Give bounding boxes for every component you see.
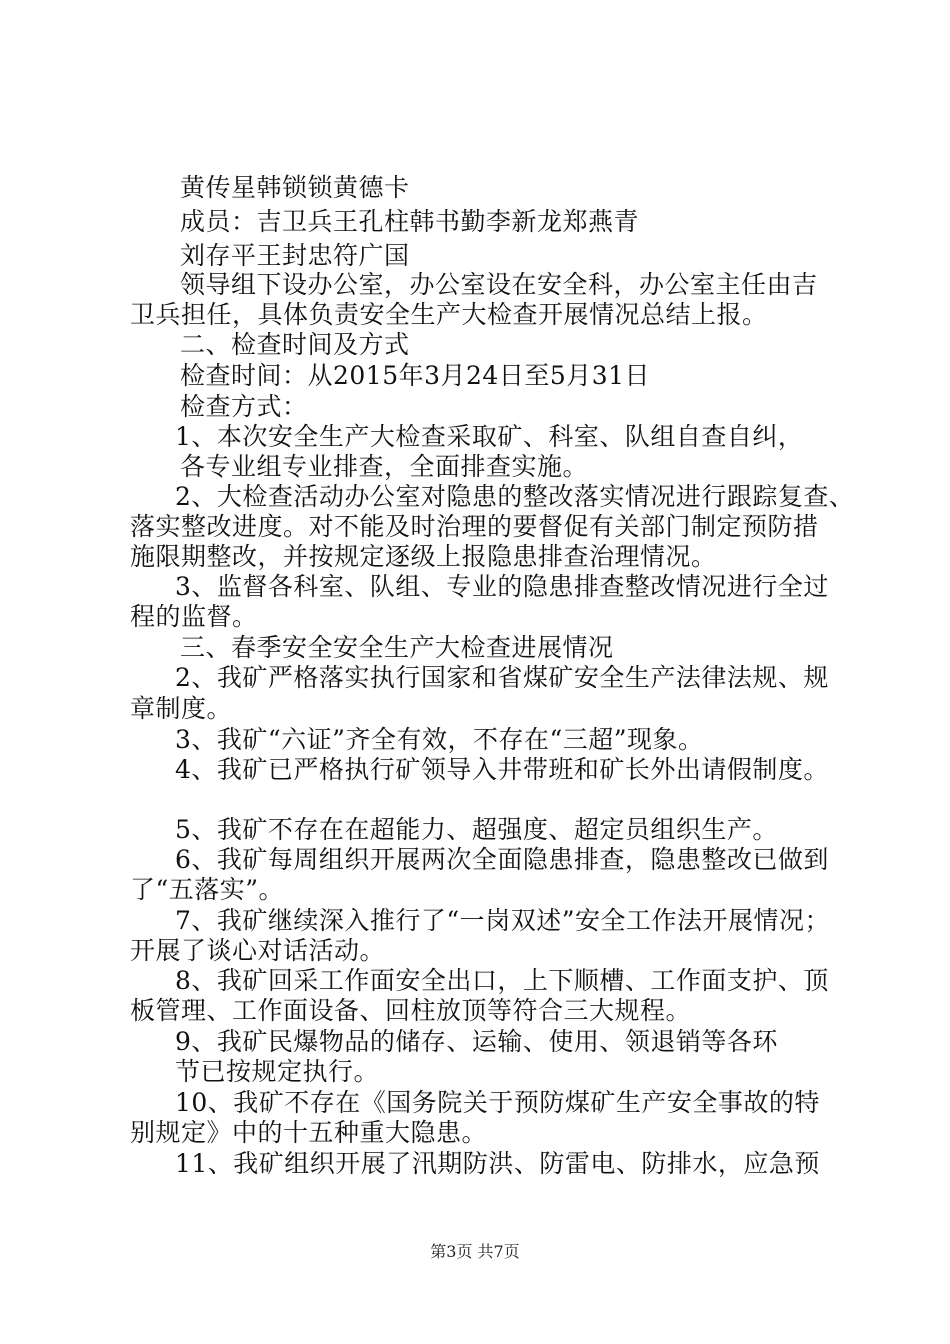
text-line: 5、我矿不存在在超能力、超强度、超定员组织生产。 (175, 815, 778, 844)
text-line: 4、我矿已严格执行矿领导入井带班和矿长外出请假制度。 (175, 755, 829, 784)
section-heading: 二、检查时间及方式 (180, 330, 410, 359)
text-line: 板管理、工作面设备、回柱放顶等符合三大规程。 (130, 996, 692, 1025)
text-line: 1、本次安全生产大检查采取矿、科室、队组自查自纠， (175, 422, 804, 451)
text-line: 开展了谈心对话活动。 (130, 936, 386, 965)
text-line: 2、我矿严格落实执行国家和省煤矿安全生产法律法规、规 (175, 663, 829, 692)
text-line: 了“五落实”。 (130, 875, 285, 904)
text-line: 11、我矿组织开展了汛期防洪、防雷电、防排水，应急预 (175, 1149, 820, 1178)
text-line: 10、我矿不存在《国务院关于预防煤矿生产安全事故的特 (175, 1088, 820, 1117)
text-line: 9、我矿民爆物品的储存、运输、使用、领退销等各环 (175, 1027, 778, 1056)
text-line: 检查方式： (180, 392, 308, 421)
text-line: 刘存平王封忠符广国 (180, 241, 410, 270)
text-line: 节已按规定执行。 (175, 1057, 380, 1086)
text-line: 3、监督各科室、队组、专业的隐患排查整改情况进行全过 (175, 572, 829, 601)
section-heading: 三、春季安全安全生产大检查进展情况 (180, 633, 614, 662)
text-line: 别规定》中的十五种重大隐患。 (130, 1118, 488, 1147)
text-line: 2、大检查活动办公室对隐患的整改落实情况进行跟踪复查、 (175, 482, 855, 511)
text-line: 7、我矿继续深入推行了“一岗双述”安全工作法开展情况； (175, 906, 830, 935)
text-line: 程的监督。 (130, 602, 258, 631)
text-line: 领导组下设办公室，办公室设在安全科，办公室主任由吉 (180, 270, 818, 299)
text-line: 8、我矿回采工作面安全出口，上下顺槽、工作面支护、顶 (175, 966, 829, 995)
text-line: 卫兵担任，具体负责安全生产大检查开展情况总结上报。 (130, 300, 768, 329)
page-number-footer: 第3页 共7页 (430, 1242, 520, 1261)
text-line: 黄传星韩锁锁黄德卡 (180, 173, 410, 202)
text-line: 成员：吉卫兵王孔柱韩书勤李新龙郑燕青 (180, 207, 640, 236)
text-line: 施限期整改，并按规定逐级上报隐患排查治理情况。 (130, 542, 717, 571)
text-line: 检查时间：从2015年3月24日至5月31日 (180, 361, 651, 390)
text-line: 各专业组专业排查，全面排查实施。 (180, 452, 589, 481)
text-line: 落实整改进度。对不能及时治理的要督促有关部门制定预防措 (130, 512, 819, 541)
text-line: 章制度。 (130, 694, 233, 723)
text-line: 6、我矿每周组织开展两次全面隐患排查，隐患整改已做到 (175, 845, 829, 874)
text-line: 3、我矿“六证”齐全有效，不存在“三超”现象。 (175, 725, 704, 754)
